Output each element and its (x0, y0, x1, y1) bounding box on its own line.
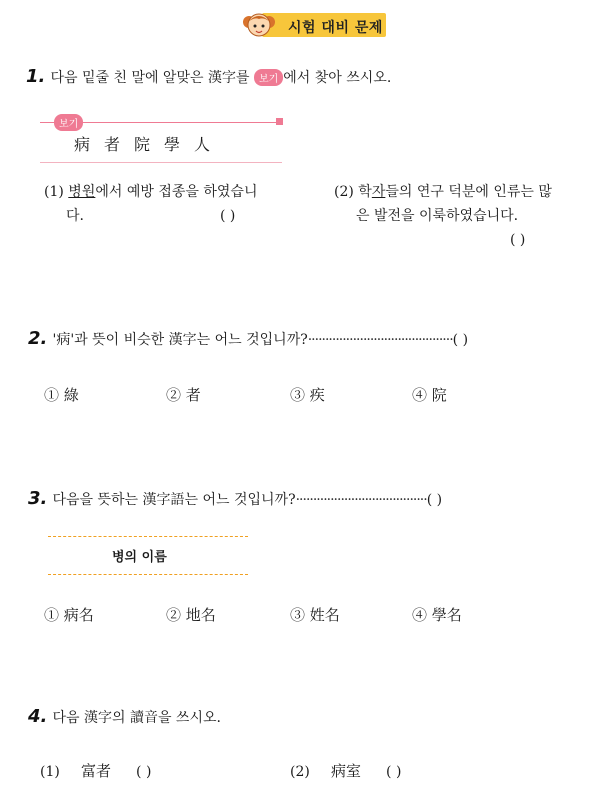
box-bottom-line (40, 162, 282, 163)
answer-blank[interactable]: ( ) (220, 208, 236, 224)
dot-leader: ······································ (295, 492, 427, 508)
item-number: (1) (44, 184, 64, 200)
question-text: 다음을 뜻하는 漢字語는 어느 것입니까? (52, 492, 296, 508)
item-number: (1) (40, 764, 60, 780)
question-number: 1. (26, 66, 46, 87)
q1-item-2 (334, 180, 596, 248)
answer-blank[interactable]: ( ) (510, 232, 526, 248)
box-corner-marker (276, 118, 283, 125)
q1-item-1 (44, 180, 304, 228)
dot-leader: ·········································· (307, 332, 453, 348)
hanja-word: 富者 (80, 762, 111, 780)
box-bottom-dashline (48, 574, 248, 575)
question-3 (28, 488, 442, 509)
item-text-line2: 다. (66, 208, 84, 224)
q2-option-4[interactable]: ④ 院 (412, 386, 447, 404)
item-number: (2) (334, 184, 354, 200)
q3-option-1[interactable]: ① 病名 (44, 606, 94, 624)
section-header (240, 8, 386, 40)
q2-option-2[interactable]: ② 者 (166, 386, 201, 404)
answer-blank[interactable]: ( ) (452, 332, 469, 348)
example-pill: 보기 (254, 69, 283, 86)
question-2 (28, 328, 468, 349)
question-number: 4. (28, 706, 48, 727)
answer-blank[interactable]: ( ) (426, 492, 443, 508)
question-text: '病'과 뜻이 비슷한 漢字는 어느 것입니까? (52, 332, 308, 348)
example-box-label: 보기 (54, 114, 83, 131)
question-4 (28, 706, 221, 727)
definition-text: 병의 이름 (112, 550, 167, 565)
q2-option-1[interactable]: ① 綠 (44, 386, 79, 404)
q3-option-4[interactable]: ④ 學名 (412, 606, 462, 624)
item-text-line2: 은 발전을 이룩하였습니다. (356, 208, 519, 224)
girl-mascot-icon (240, 8, 278, 42)
answer-blank[interactable]: ( ) (386, 764, 402, 780)
q3-option-3[interactable]: ③ 姓名 (290, 606, 340, 624)
item-text: 들의 연구 덕분에 인류는 많 (385, 184, 552, 200)
hanja-word: 病室 (330, 762, 361, 780)
underlined-word: 자 (371, 184, 386, 200)
example-chars: 病者院學人 (74, 135, 225, 154)
q3-option-2[interactable]: ② 地名 (166, 606, 216, 624)
question-text: 다음 漢字의 讀音을 쓰시오. (52, 710, 221, 726)
q4-item-1 (40, 760, 151, 781)
answer-blank[interactable]: ( ) (136, 764, 152, 780)
item-number: (2) (290, 764, 310, 780)
example-box (40, 114, 282, 166)
box-top-dashline (48, 536, 248, 537)
question-text-after: 에서 찾아 쓰시오. (283, 70, 392, 86)
question-number: 3. (28, 488, 48, 509)
q4-item-2 (290, 760, 401, 781)
item-text: 에서 예방 접종을 하였습니 (95, 184, 258, 200)
question-1 (26, 66, 391, 87)
question-text: 다음 밑줄 친 말에 알맞은 漢字를 (50, 70, 254, 86)
question-number: 2. (28, 328, 48, 349)
q2-option-3[interactable]: ③ 疾 (290, 386, 325, 404)
item-text-prefix: 학 (358, 184, 372, 200)
header-title: 시험 대비 문제 (288, 20, 383, 36)
underlined-word: 병원 (68, 184, 96, 200)
